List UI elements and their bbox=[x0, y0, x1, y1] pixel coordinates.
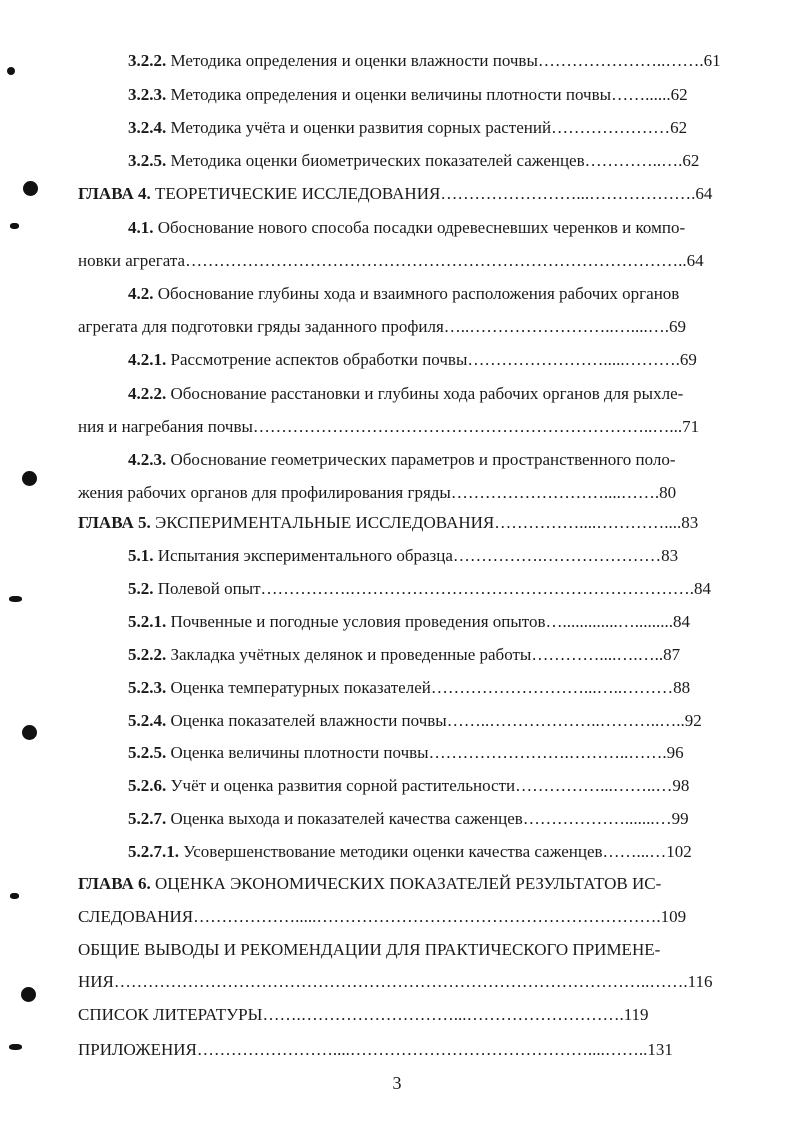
toc-title: ЭКСПЕРИМЕНТАЛЬНЫЕ ИССЛЕДОВАНИЯ bbox=[155, 513, 495, 532]
toc-number: 4.2.2. bbox=[128, 384, 167, 403]
toc-line-4-2-2 bbox=[128, 384, 755, 404]
toc-number: 5.2.2. bbox=[128, 645, 167, 664]
toc-page: 116 bbox=[687, 972, 713, 991]
toc-leader-dots: ……………….......… bbox=[522, 809, 672, 828]
toc-leader-dots: …………………….....………. bbox=[467, 350, 680, 369]
toc-page: 62 bbox=[670, 118, 688, 137]
toc-line-4-2-1 bbox=[128, 350, 755, 370]
toc-leader-dots: …………….………………… bbox=[452, 546, 662, 565]
toc-line-3-2-5 bbox=[128, 151, 755, 171]
toc-line-5-2-5 bbox=[128, 743, 755, 763]
toc-page: 83 bbox=[661, 546, 679, 565]
toc-line-4-2-2-cont bbox=[78, 417, 755, 437]
toc-title: Оценка показателей влажности почвы bbox=[170, 711, 447, 730]
toc-number: 5.2.3. bbox=[128, 678, 167, 697]
toc-leader-dots: …………………………………………………………………………….. bbox=[185, 251, 687, 270]
toc-page: 62 bbox=[670, 85, 688, 104]
toc-page: 87 bbox=[663, 645, 681, 664]
toc-title: Оценка температурных показателей bbox=[170, 678, 431, 697]
toc-title: Методика определения и оценки влажности почвы bbox=[170, 51, 538, 70]
scan-speck bbox=[7, 67, 15, 75]
toc-title: Усовершенствование методики оценки качества саженцев bbox=[183, 842, 603, 861]
toc-leader-dots: …………....….….. bbox=[531, 645, 664, 664]
toc-title: Методика определения и оценки величины плотности почвы bbox=[170, 85, 612, 104]
toc-leader-dots: ………………………...…..……… bbox=[430, 678, 674, 697]
toc-page: 80 bbox=[659, 483, 677, 502]
toc-line-chapter-6 bbox=[78, 874, 755, 894]
toc-number: 5.2. bbox=[128, 579, 154, 598]
toc-title: Испытания экспериментального образца bbox=[157, 546, 453, 565]
scan-speck bbox=[10, 223, 19, 229]
toc-leader-dots: …………………….………..……. bbox=[428, 743, 667, 762]
toc-number: 5.2.7. bbox=[128, 809, 167, 828]
toc-page: 92 bbox=[684, 711, 702, 730]
toc-number: 4.2.1. bbox=[128, 350, 167, 369]
toc-title: Оценка выхода и показателей качества саженцев bbox=[170, 809, 523, 828]
toc-title: ПРИЛОЖЕНИЯ bbox=[78, 1040, 197, 1059]
toc-line-4-2-3-cont bbox=[78, 483, 755, 503]
toc-line-5-2-6 bbox=[128, 776, 755, 796]
toc-line-4-1 bbox=[128, 218, 755, 238]
toc-line-4-2-cont bbox=[78, 317, 755, 337]
toc-title: Обоснование геометрических параметров и пространственного поло- bbox=[170, 450, 676, 469]
toc-title: Учёт и оценка развития сорной растительности bbox=[170, 776, 516, 795]
toc-line-4-1-cont bbox=[78, 251, 755, 271]
toc-leader-dots: ….............…......... bbox=[545, 612, 674, 631]
punch-hole bbox=[23, 181, 38, 196]
toc-page: 96 bbox=[666, 743, 684, 762]
toc-page: 99 bbox=[671, 809, 689, 828]
toc-leader-dots: …..……………………..…....…. bbox=[443, 317, 670, 336]
toc-leader-dots: ……..………………..………..….. bbox=[446, 711, 685, 730]
toc-leader-dots: …….………………………...………………………. bbox=[262, 1005, 624, 1024]
toc-line-5-2 bbox=[128, 579, 755, 599]
toc-line-conclusions bbox=[78, 940, 755, 960]
toc-number: ГЛАВА 4. bbox=[78, 184, 151, 203]
toc-line-3-2-4 bbox=[128, 118, 755, 138]
scan-speck bbox=[10, 893, 19, 899]
toc-title: ОБЩИЕ ВЫВОДЫ И РЕКОМЕНДАЦИИ ДЛЯ ПРАКТИЧЕСКОГО ПРИМЕНЕ- bbox=[78, 940, 661, 959]
scan-speck bbox=[9, 1044, 22, 1050]
toc-page: 71 bbox=[682, 417, 700, 436]
toc-line-chapter-6-cont bbox=[78, 907, 755, 927]
toc-number: 4.2.3. bbox=[128, 450, 167, 469]
toc-number: 5.2.1. bbox=[128, 612, 167, 631]
toc-line-5-2-2 bbox=[128, 645, 755, 665]
toc-number: 5.2.5. bbox=[128, 743, 167, 762]
toc-title: Оценка величины плотности почвы bbox=[170, 743, 429, 762]
toc-leader-dots: …………..…. bbox=[584, 151, 683, 170]
toc-line-4-2 bbox=[128, 284, 755, 304]
toc-number: 4.2. bbox=[128, 284, 154, 303]
toc-title: НИЯ bbox=[78, 972, 114, 991]
toc-line-5-2-4 bbox=[128, 711, 755, 731]
toc-leader-dots: ……………….....……………………………………………………. bbox=[193, 907, 661, 926]
punch-hole bbox=[21, 987, 36, 1002]
toc-number: 3.2.4. bbox=[128, 118, 167, 137]
toc-title: СПИСОК ЛИТЕРАТУРЫ bbox=[78, 1005, 263, 1024]
toc-line-conclusions-cont bbox=[78, 972, 755, 992]
toc-title: новки агрегата bbox=[78, 251, 186, 270]
toc-line-references bbox=[78, 1005, 755, 1025]
toc-line-5-2-7-1 bbox=[128, 842, 755, 862]
toc-leader-dots: …………………………………………………………………………………..……. bbox=[113, 972, 688, 991]
page-number: 3 bbox=[392, 1073, 402, 1093]
punch-hole bbox=[22, 471, 37, 486]
toc-page: 109 bbox=[660, 907, 687, 926]
toc-leader-dots: ……………………....……………………………………....…….. bbox=[196, 1040, 648, 1059]
toc-line-5-1 bbox=[128, 546, 755, 566]
toc-page: 62 bbox=[682, 151, 700, 170]
toc-title: ТЕОРЕТИЧЕСКИЕ ИССЛЕДОВАНИЯ bbox=[155, 184, 441, 203]
toc-title: агрегата для подготовки гряды заданного профиля bbox=[78, 317, 444, 336]
toc-page: 88 bbox=[673, 678, 691, 697]
toc-page: 131 bbox=[647, 1040, 673, 1059]
toc-page: 119 bbox=[623, 1005, 649, 1024]
toc-page: 61 bbox=[703, 51, 721, 70]
toc-page: 84 bbox=[673, 612, 691, 631]
toc-title: ния и нагребания почвы bbox=[78, 417, 253, 436]
toc-leader-dots: ………………………....……. bbox=[450, 483, 660, 502]
toc-leader-dots: ……………………...………………. bbox=[440, 184, 696, 203]
toc-line-3-2-2 bbox=[128, 51, 755, 71]
toc-page: 98 bbox=[672, 776, 690, 795]
toc-line-3-2-3 bbox=[128, 85, 755, 105]
toc-line-5-2-3 bbox=[128, 678, 755, 698]
toc-title: ОЦЕНКА ЭКОНОМИЧЕСКИХ ПОКАЗАТЕЛЕЙ РЕЗУЛЬТАТОВ ИС- bbox=[155, 874, 662, 893]
toc-number: 3.2.2. bbox=[128, 51, 167, 70]
toc-title: СЛЕДОВАНИЯ bbox=[78, 907, 194, 926]
toc-page: 64 bbox=[686, 251, 704, 270]
toc-page: 64 bbox=[695, 184, 713, 203]
toc-leader-dots: ………………… bbox=[551, 118, 671, 137]
toc-page: 69 bbox=[669, 317, 687, 336]
toc-line-chapter-4 bbox=[78, 184, 755, 204]
scan-speck bbox=[9, 596, 22, 602]
toc-number: 4.1. bbox=[128, 218, 154, 237]
toc-line-5-2-1 bbox=[128, 612, 755, 632]
toc-title: Обоснование нового способа посадки одревесневших черенков и компо- bbox=[157, 218, 686, 237]
toc-title: Рассмотрение аспектов обработки почвы bbox=[170, 350, 468, 369]
toc-leader-dots: ……...… bbox=[602, 842, 667, 861]
toc-leader-dots: ……………....………….... bbox=[494, 513, 682, 532]
toc-number: 5.2.6. bbox=[128, 776, 167, 795]
toc-line-5-2-7 bbox=[128, 809, 755, 829]
toc-title: Обоснование глубины хода и взаимного расположения рабочих органов bbox=[157, 284, 680, 303]
toc-line-chapter-5 bbox=[78, 513, 755, 533]
toc-number: 3.2.5. bbox=[128, 151, 167, 170]
toc-leader-dots: ……………………………………………………………..…... bbox=[252, 417, 683, 436]
toc-title: Методика оценки биометрических показателей саженцев bbox=[170, 151, 585, 170]
toc-title: Полевой опыт bbox=[157, 579, 261, 598]
toc-title: Почвенные и погодные условия проведения опытов bbox=[170, 612, 546, 631]
toc-number: 5.2.7.1. bbox=[128, 842, 179, 861]
toc-number: ГЛАВА 5. bbox=[78, 513, 151, 532]
toc-title: Закладка учётных делянок и проведенные работы bbox=[170, 645, 532, 664]
toc-line-appendices bbox=[78, 1040, 755, 1060]
toc-leader-dots: …………………..……. bbox=[537, 51, 704, 70]
toc-number: 5.2.4. bbox=[128, 711, 167, 730]
toc-page: 83 bbox=[681, 513, 699, 532]
toc-line-4-2-3 bbox=[128, 450, 755, 470]
toc-leader-dots: …………….……………………………………………………. bbox=[260, 579, 695, 598]
punch-hole bbox=[22, 725, 37, 740]
toc-page: 84 bbox=[694, 579, 712, 598]
toc-leader-dots: ……………...……..… bbox=[515, 776, 673, 795]
toc-page: 69 bbox=[679, 350, 697, 369]
toc-title: Методика учёта и оценки развития сорных растений bbox=[170, 118, 552, 137]
toc-leader-dots: ……...... bbox=[611, 85, 671, 104]
toc-title: жения рабочих органов для профилирования гряды bbox=[78, 483, 451, 502]
toc-number: 3.2.3. bbox=[128, 85, 167, 104]
toc-number: 5.1. bbox=[128, 546, 154, 565]
toc-number: ГЛАВА 6. bbox=[78, 874, 151, 893]
toc-page: 102 bbox=[666, 842, 692, 861]
toc-title: Обоснование расстановки и глубины хода рабочих органов для рыхле- bbox=[170, 384, 684, 403]
